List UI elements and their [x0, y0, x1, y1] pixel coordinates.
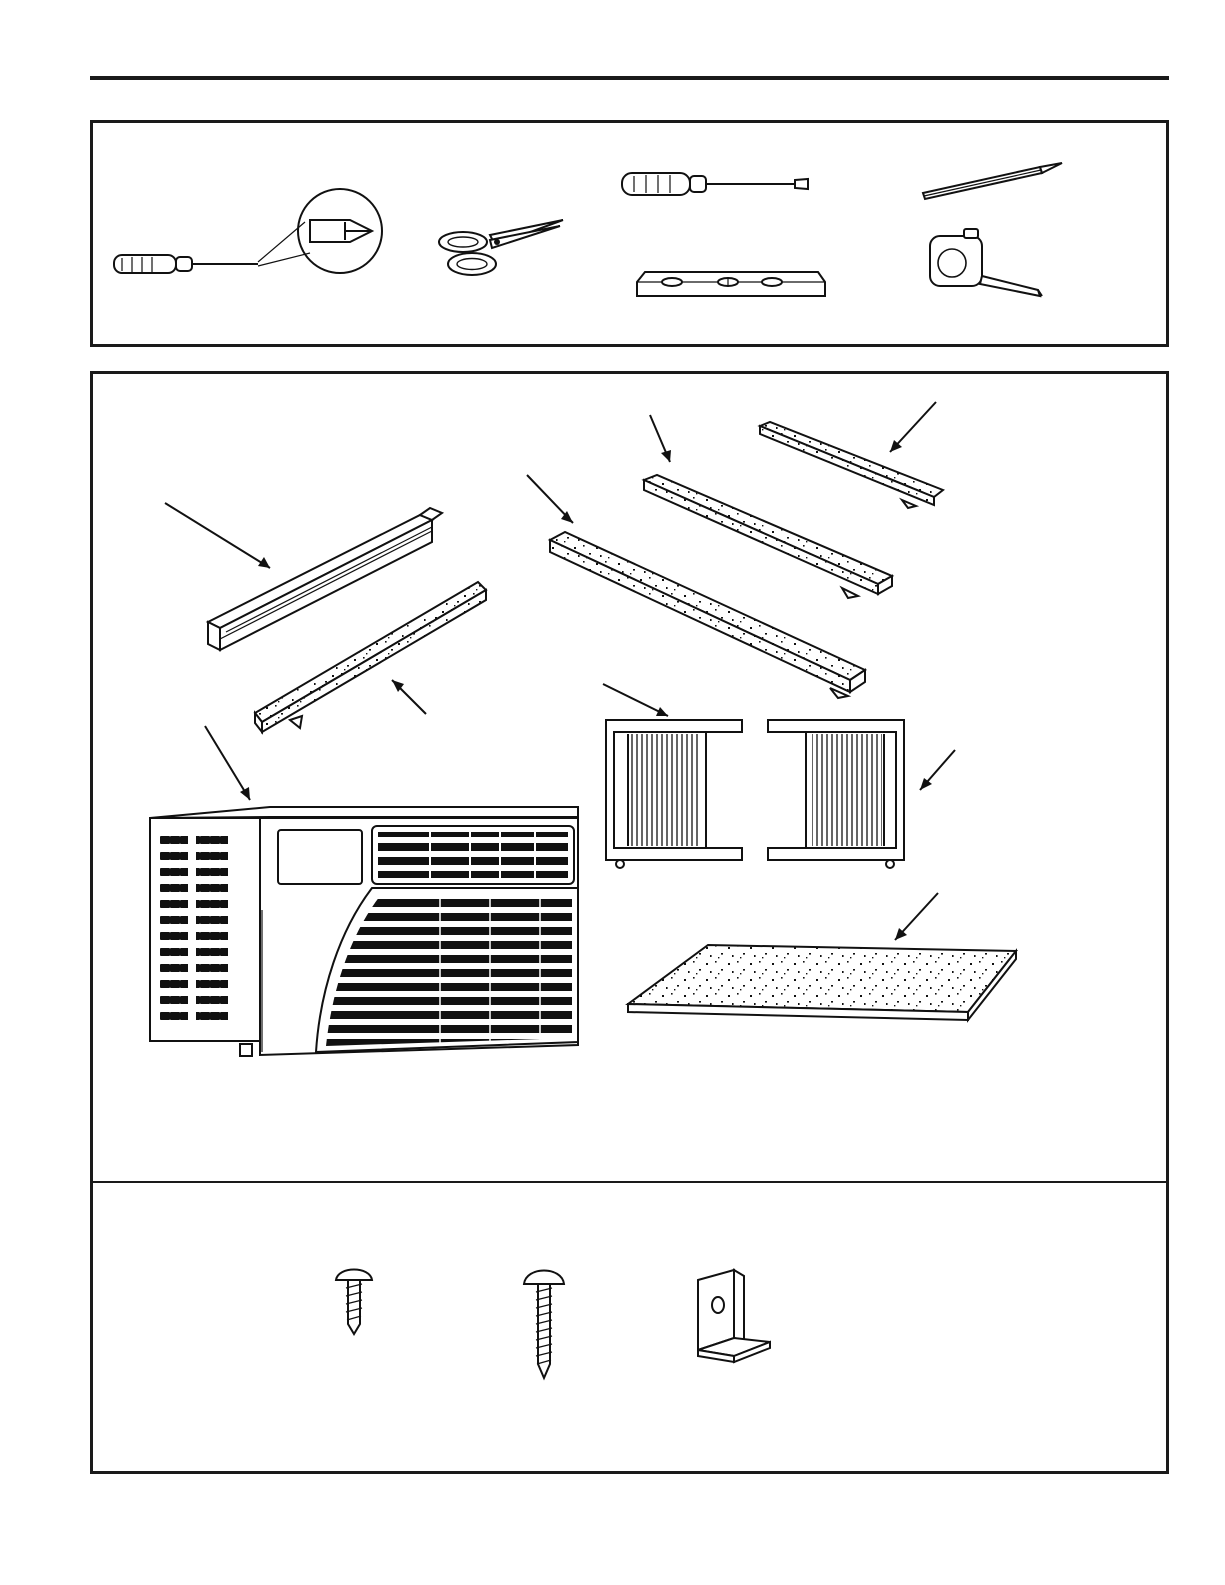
- accordion-panel-icon: [768, 720, 904, 868]
- screw-icon: [336, 1270, 372, 1335]
- scissors-icon: [439, 220, 563, 275]
- leader-ac: [205, 726, 250, 800]
- foam-strip-icon: [644, 475, 892, 598]
- leader-channel: [165, 503, 270, 568]
- bracket-icon: [698, 1270, 770, 1362]
- screw-icon: [524, 1271, 564, 1379]
- accordion-panel-icon: [606, 720, 742, 868]
- flat-screwdriver-icon: [622, 173, 808, 195]
- foam-strip-icon: [760, 422, 943, 508]
- air-conditioner-icon: [150, 807, 578, 1056]
- pencil-icon: [923, 163, 1062, 199]
- level-icon: [637, 272, 825, 296]
- foam-pad-icon: [628, 945, 1016, 1020]
- phillips-screwdriver-icon: [114, 189, 382, 273]
- tape-measure-icon: [930, 229, 1042, 296]
